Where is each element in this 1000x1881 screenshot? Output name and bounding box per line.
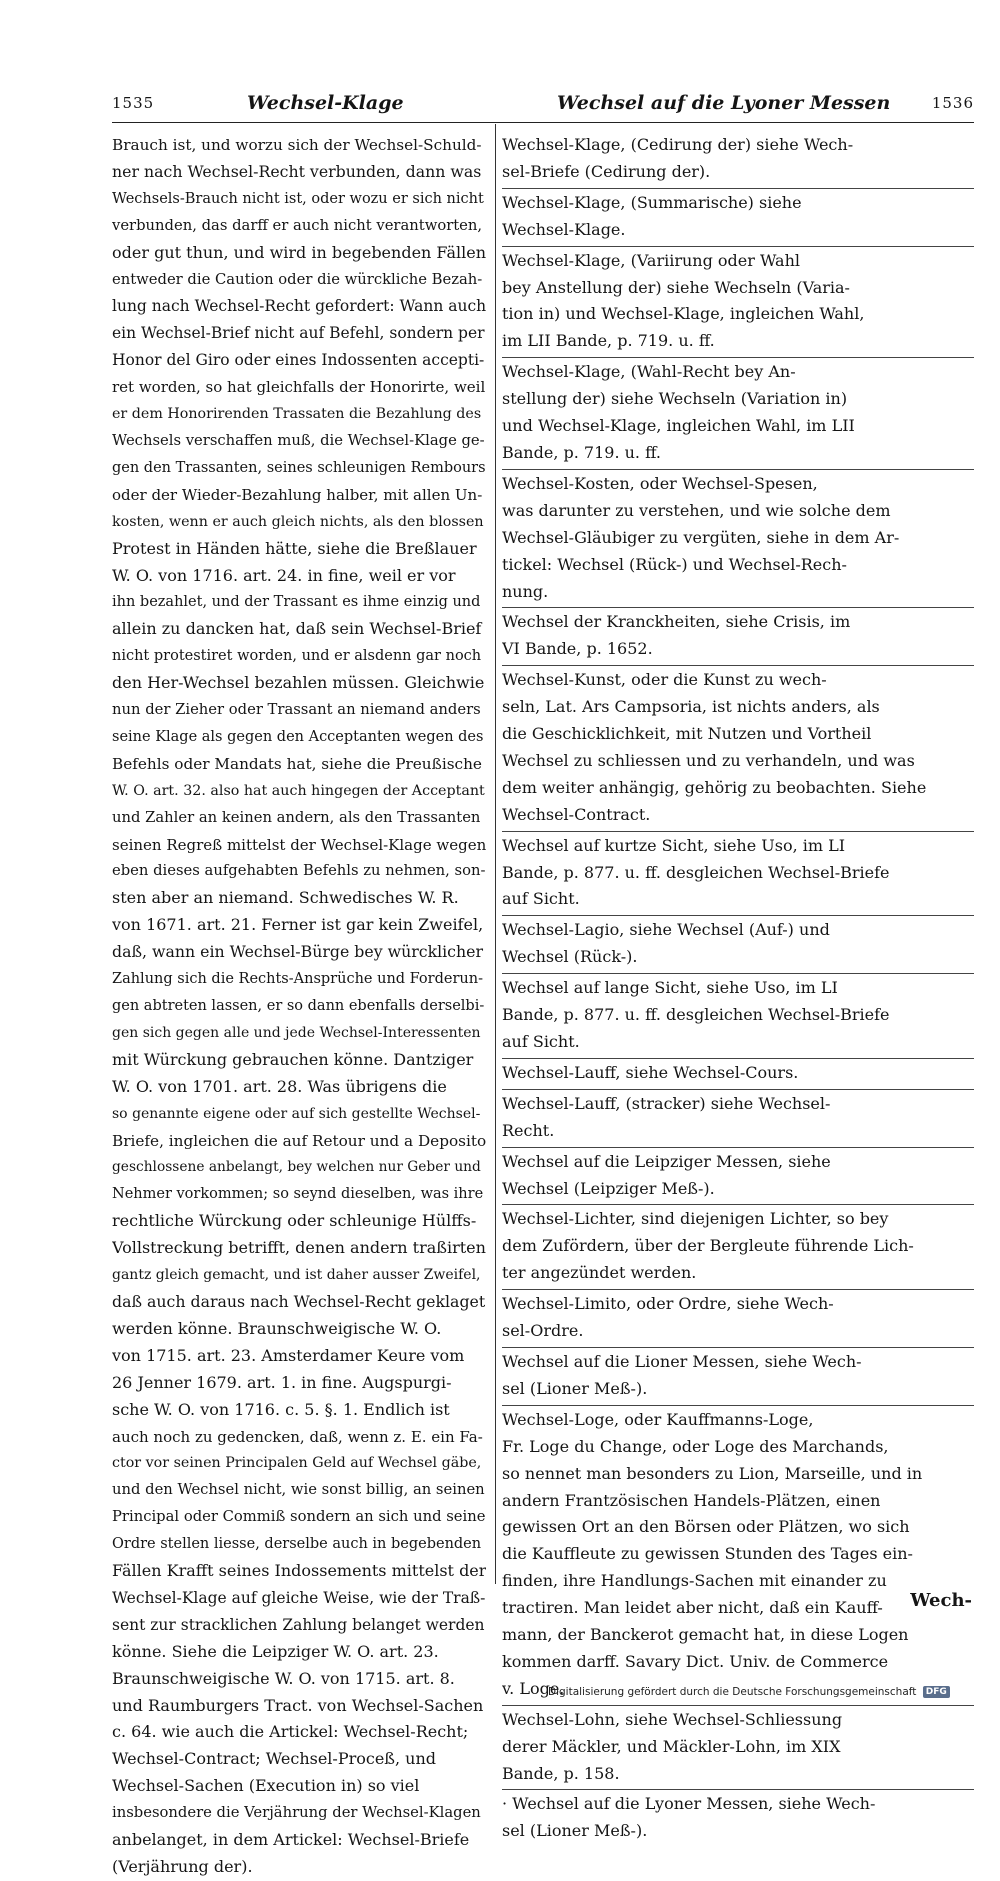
lexicon-entry [502,359,974,467]
lexicon-entry [502,1291,974,1345]
lexicon-entry [502,1407,974,1703]
lexicon-entry [502,248,974,356]
text-line: ret worden, so hat gleichfalls der Honorirte, weil [112,378,486,397]
entry-line: Wechsel-Klage, (Wahl-Recht bey An- [502,362,796,382]
entry-line: was darunter zu verstehen, und wie solche dem [502,500,891,520]
entry-line: Bande, p. 877. u. ff. desgleichen Wechsel-Briefe [502,1005,890,1025]
text-line: ctor vor seinen Principalen Geld auf Wechsel gäbe, [112,1455,482,1472]
text-line: von 1715. art. 23. Amsterdamer Keure vom [112,1345,465,1365]
text-line: Wechsel-Klage auf gleiche Weise, wie der Traß- [112,1588,486,1607]
text-line: W. O. von 1716. art. 24. in fine, weil er vor [112,565,456,585]
text-line: gantz gleich gemacht, und ist daher ausser Zweifel, [112,1267,481,1284]
entry-line: Wechsel-Klage, (Variirung oder Wahl [502,250,800,270]
entry-line: Wechsel (Leipziger Meß-). [502,1178,715,1198]
text-line: Protest in Händen hätte, siehe die Breßlauer [112,538,477,558]
right-column-number: 1536 [931,94,974,112]
text-line: sent zur stracklichen Zahlung belanget werden [112,1615,485,1634]
entry-line: nung. [502,581,549,601]
entry-line: tickel: Wechsel (Rück-) und Wechsel-Rech- [502,554,847,574]
entry-line: VI Bande, p. 1652. [502,639,653,659]
entry-line: Wechsel auf die Leipziger Messen, siehe [502,1151,831,1171]
entry-separator [502,1789,974,1790]
entry-line: die Kauffleute zu gewissen Stunden des Tages ein- [502,1544,913,1564]
text-line: er dem Honorirenden Trassaten die Bezahlung des [112,406,482,423]
entry-line: im LII Bande, p. 719. u. ff. [502,331,715,351]
text-line: werden könne. Braunschweigische W. O. [112,1318,442,1338]
entry-separator [502,1147,974,1148]
text-line: so genannte eigene oder auf sich gestellte Wechsel- [112,1105,481,1122]
text-line: daß, wann ein Wechsel-Bürge bey würcklicher [112,942,484,962]
text-line: allein zu dancken hat, daß sein Wechsel-Brief [112,619,482,639]
text-line: gen den Trassanten, seines schleunigen Rembours [112,459,486,476]
entry-line: Wechsel-Klage, (Cedirung der) siehe Wech- [502,135,854,154]
entry-line: Wechsel-Loge, oder Kauffmanns-Loge, [502,1409,814,1429]
entry-line: Wechsel auf lange Sicht, siehe Uso, im LI [502,978,838,998]
text-line: entweder die Caution oder die würckliche Bezah- [112,270,483,288]
entry-line: Wechsel auf kurtze Sicht, siehe Uso, im LI [502,835,846,855]
entry-separator [502,246,974,247]
entry-line: stellung der) siehe Wechseln (Variation in) [502,389,848,409]
entry-line: tion in) und Wechsel-Klage, ingleichen Wahl, [502,304,865,324]
text-line: seinen Regreß mittelst der Wechsel-Klage wegen [112,835,486,854]
text-line: daß auch daraus nach Wechsel-Recht geklaget [112,1291,486,1311]
entry-separator [502,607,974,608]
text-line: ner nach Wechsel-Recht verbunden, dann was [112,161,482,181]
entry-line: bey Anstellung der) siehe Wechseln (Varia- [502,277,850,297]
entry-line: sel (Lioner Meß-). [502,1821,648,1841]
entry-line: Wechsel-Lichter, sind diejenigen Lichter, so bey [502,1209,889,1229]
entry-separator [502,188,974,189]
entry-separator [502,1405,974,1406]
text-line: 26 Jenner 1679. art. 1. in fine. Augspurgi- [112,1372,452,1392]
text-line: sche W. O. von 1716. c. 5. §. 1. Endlich ist [112,1399,450,1419]
entry-separator [502,1289,974,1290]
entry-line: sel-Ordre. [502,1321,584,1341]
lexicon-entry [502,190,974,244]
entry-line: v. Loge. [502,1678,565,1698]
entry-line: finden, ihre Handlungs-Sachen mit einander zu [502,1571,887,1591]
entry-line: Wechsel-Lohn, siehe Wechsel-Schliessung [502,1709,843,1729]
footer-text: Digitalisierung gefördert durch die Deutsche Forschungsgemeinschaft [548,1686,917,1698]
text-line: gen sich gegen alle und jede Wechsel-Interessenten [112,1024,481,1041]
lexicon-entry [502,1349,974,1403]
text-line: und den Wechsel nicht, wie sonst billig, an seinen [112,1481,485,1499]
left-column-number: 1535 [112,94,155,112]
text-line: Wechsels verschaffen muß, die Wechsel-Klage ge- [112,431,485,449]
lexicon-entry [502,609,974,663]
text-line: Wechsels-Brauch nicht ist, oder wozu er sich nicht [112,190,484,207]
entry-separator [502,1089,974,1090]
catchword: Wech- [910,1590,972,1611]
right-running-head: Wechsel auf die Lyoner Messen [557,92,891,114]
entry-line: Wechsel-Contract. [502,804,651,824]
text-line: verbunden, das darff er auch nicht verantworten, [112,216,483,234]
entry-line: Bande, p. 158. [502,1763,620,1783]
digitization-footer [548,1686,950,1698]
text-line: Zahlung sich die Rechts-Ansprüche und Forderun- [112,971,483,988]
entry-line: Wechsel-Lauff, (stracker) siehe Wechsel- [502,1093,831,1113]
lexicon-entry [502,132,974,186]
column-divider [495,124,496,1584]
entry-line: so nennet man besonders zu Lion, Marseille, und in [502,1463,923,1483]
entry-separator [502,1204,974,1205]
lexicon-entry [502,975,974,1056]
text-line: nun der Zieher oder Trassant an niemand anders [112,701,481,719]
entry-line: auf Sicht. [502,1032,580,1051]
entry-separator [502,973,974,974]
page-header [112,94,974,123]
text-line: Honor del Giro oder eines Indossenten accepti- [112,351,485,370]
entry-line: Wechsel-Limito, oder Ordre, siehe Wech- [502,1294,834,1314]
text-line: kosten, wenn er auch gleich nichts, als den blossen [112,513,484,530]
entry-line: dem Zufördern, über der Bergleute führende Lich- [502,1236,914,1256]
text-line: anbelanget, in dem Artickel: Wechsel-Briefe [112,1830,470,1850]
entry-separator [502,665,974,666]
entry-line: Bande, p. 719. u. ff. [502,442,661,462]
left-running-head: Wechsel-Klage [247,92,404,114]
entry-line: auf Sicht. [502,889,580,909]
text-line: seine Klage als gegen den Acceptanten wegen des [112,728,484,745]
text-line: eben dieses aufgehabten Befehls zu nehmen, son- [112,862,486,880]
text-line: auch noch zu gedencken, daß, wenn z. E. ein Fa- [112,1427,483,1446]
entry-line: tractiren. Man leidet aber nicht, daß ein Kauff- [502,1598,883,1618]
text-line: Principal oder Commiß sondern an sich und seine [112,1508,486,1526]
text-line: lung nach Wechsel-Recht gefordert: Wann auch [112,297,486,316]
entry-line: Wechsel-Kunst, oder die Kunst zu wech- [502,670,827,690]
text-line: ein Wechsel-Brief nicht auf Befehl, sondern per [112,324,485,343]
text-line: sten aber an niemand. Schwedisches W. R. [112,888,459,908]
lexicon-entry [502,1060,974,1087]
text-line: oder gut thun, und wird in begebenden Fällen [112,242,486,262]
text-line: Braunschweigische W. O. von 1715. art. 8. [112,1668,455,1688]
entry-line: Wechsel (Rück-). [502,947,638,967]
text-line: ihn bezahlet, und der Trassant es ihme einzig und [112,594,481,611]
entry-line: andern Frantzösischen Handels-Plätzen, einen [502,1490,881,1510]
left-text-column [112,132,486,1881]
text-line: gen abtreten lassen, er so dann ebenfalls derselbi- [112,998,485,1014]
text-line: Vollstreckung betrifft, denen andern traßirten [112,1238,486,1258]
entry-line: Wechsel der Kranckheiten, siehe Crisis, im [502,612,851,632]
entry-separator [502,1347,974,1348]
text-line: nicht protestiret worden, und er alsdenn gar noch [112,648,482,665]
text-line: geschlossene anbelangt, bey welchen nur Geber und [112,1159,481,1176]
lexicon-entry [502,1707,974,1788]
text-line: oder der Wieder-Bezahlung halber, mit allen Un- [112,485,483,504]
text-line: W. O. von 1701. art. 28. Was übrigens die [112,1076,447,1096]
entry-line: dem weiter anhängig, gehörig zu beobachten. Siehe [502,777,927,797]
entry-line: Recht. [502,1120,555,1140]
text-line: den Her-Wechsel bezahlen müssen. Gleichwie [112,673,485,693]
lexicon-entry [502,1791,974,1845]
text-line: rechtliche Würckung oder schleunige Hülffs- [112,1211,477,1231]
entry-line: seln, Lat. Ars Campsoria, ist nichts anders, als [502,697,880,717]
lexicon-entry [502,1091,974,1145]
entry-line: gewissen Ort an den Börsen oder Plätzen, wo sich [502,1517,910,1537]
dfg-logo: DFG [923,1686,950,1698]
text-line: W. O. art. 32. also hat auch hingegen der Acceptant [112,782,485,799]
lexicon-entry [502,917,974,971]
text-line: von 1671. art. 21. Ferner ist gar kein Zweifel, [112,915,484,935]
entry-line: mann, der Banckerot gemacht hat, in diese Logen [502,1625,909,1645]
entry-line: Fr. Loge du Change, oder Loge des Marchands, [502,1436,889,1456]
entry-line: kommen darff. Savary Dict. Univ. de Commerce [502,1651,889,1671]
text-line: Brauch ist, und worzu sich der Wechsel-Schuld- [112,136,482,154]
text-line: Ordre stellen liesse, derselbe auch in begebenden [112,1536,482,1553]
text-line: c. 64. wie auch die Artickel: Wechsel-Recht; [112,1722,469,1742]
entry-line: Wechsel-Klage. [502,219,626,239]
text-line: insbesondere die Verjährung der Wechsel-Klagen [112,1804,481,1822]
entry-separator [502,1058,974,1059]
entry-line: Wechsel-Lauff, siehe Wechsel-Cours. [502,1062,799,1082]
text-line: mit Würckung gebrauchen könne. Dantziger [112,1049,474,1069]
text-line: könne. Siehe die Leipziger W. O. art. 23. [112,1641,439,1661]
entry-separator [502,357,974,358]
entry-line: Wechsel-Kosten, oder Wechsel-Spesen, [502,473,818,493]
entry-separator [502,1705,974,1706]
entry-separator [502,469,974,470]
text-line: und Raumburgers Tract. von Wechsel-Sachen [112,1695,484,1715]
lexicon-entry [502,1206,974,1287]
lexicon-entry [502,1149,974,1203]
entry-line: Wechsel zu schliessen und zu verhandeln, und was [502,750,915,770]
entry-line: ter angezündet werden. [502,1263,697,1283]
text-line: Fällen Krafft seines Indossements mittelst der [112,1561,486,1581]
lexicon-entry [502,471,974,606]
lexicon-entry [502,833,974,914]
entry-line: und Wechsel-Klage, ingleichen Wahl, im LII [502,416,855,436]
entry-line: Bande, p. 877. u. ff. desgleichen Wechsel-Briefe [502,862,890,882]
text-line: (Verjährung der). [112,1857,253,1876]
entry-line: · Wechsel auf die Lyoner Messen, siehe Wech- [502,1794,876,1814]
entry-line: sel (Lioner Meß-). [502,1378,648,1398]
text-line: Wechsel-Contract; Wechsel-Proceß, und [112,1749,437,1769]
entry-line: Wechsel-Lagio, siehe Wechsel (Auf-) und [502,920,830,940]
text-line: Nehmer vorkommen; so seynd dieselben, was ihre [112,1186,484,1203]
text-line: und Zahler an keinen andern, als den Trassanten [112,808,481,826]
entry-line: Wechsel-Klage, (Summarische) siehe [502,192,802,212]
text-line: Briefe, ingleichen die auf Retour und a Deposito [112,1131,486,1150]
entry-line: sel-Briefe (Cedirung der). [502,161,711,181]
entry-separator [502,915,974,916]
entry-separator [502,831,974,832]
text-line: Wechsel-Sachen (Execution in) so viel [112,1776,420,1796]
text-line: Befehls oder Mandats hat, siehe die Preußische [112,754,482,773]
entry-line: derer Mäckler, und Mäckler-Lohn, im XIX [502,1736,841,1756]
entry-line: die Geschicklichkeit, mit Nutzen und Vortheil [502,724,872,744]
right-text-column [502,132,974,1845]
entry-line: Wechsel-Gläubiger zu vergüten, siehe in dem Ar- [502,527,900,547]
lexicon-entry [502,667,974,828]
entry-line: Wechsel auf die Lioner Messen, siehe Wech- [502,1351,862,1371]
